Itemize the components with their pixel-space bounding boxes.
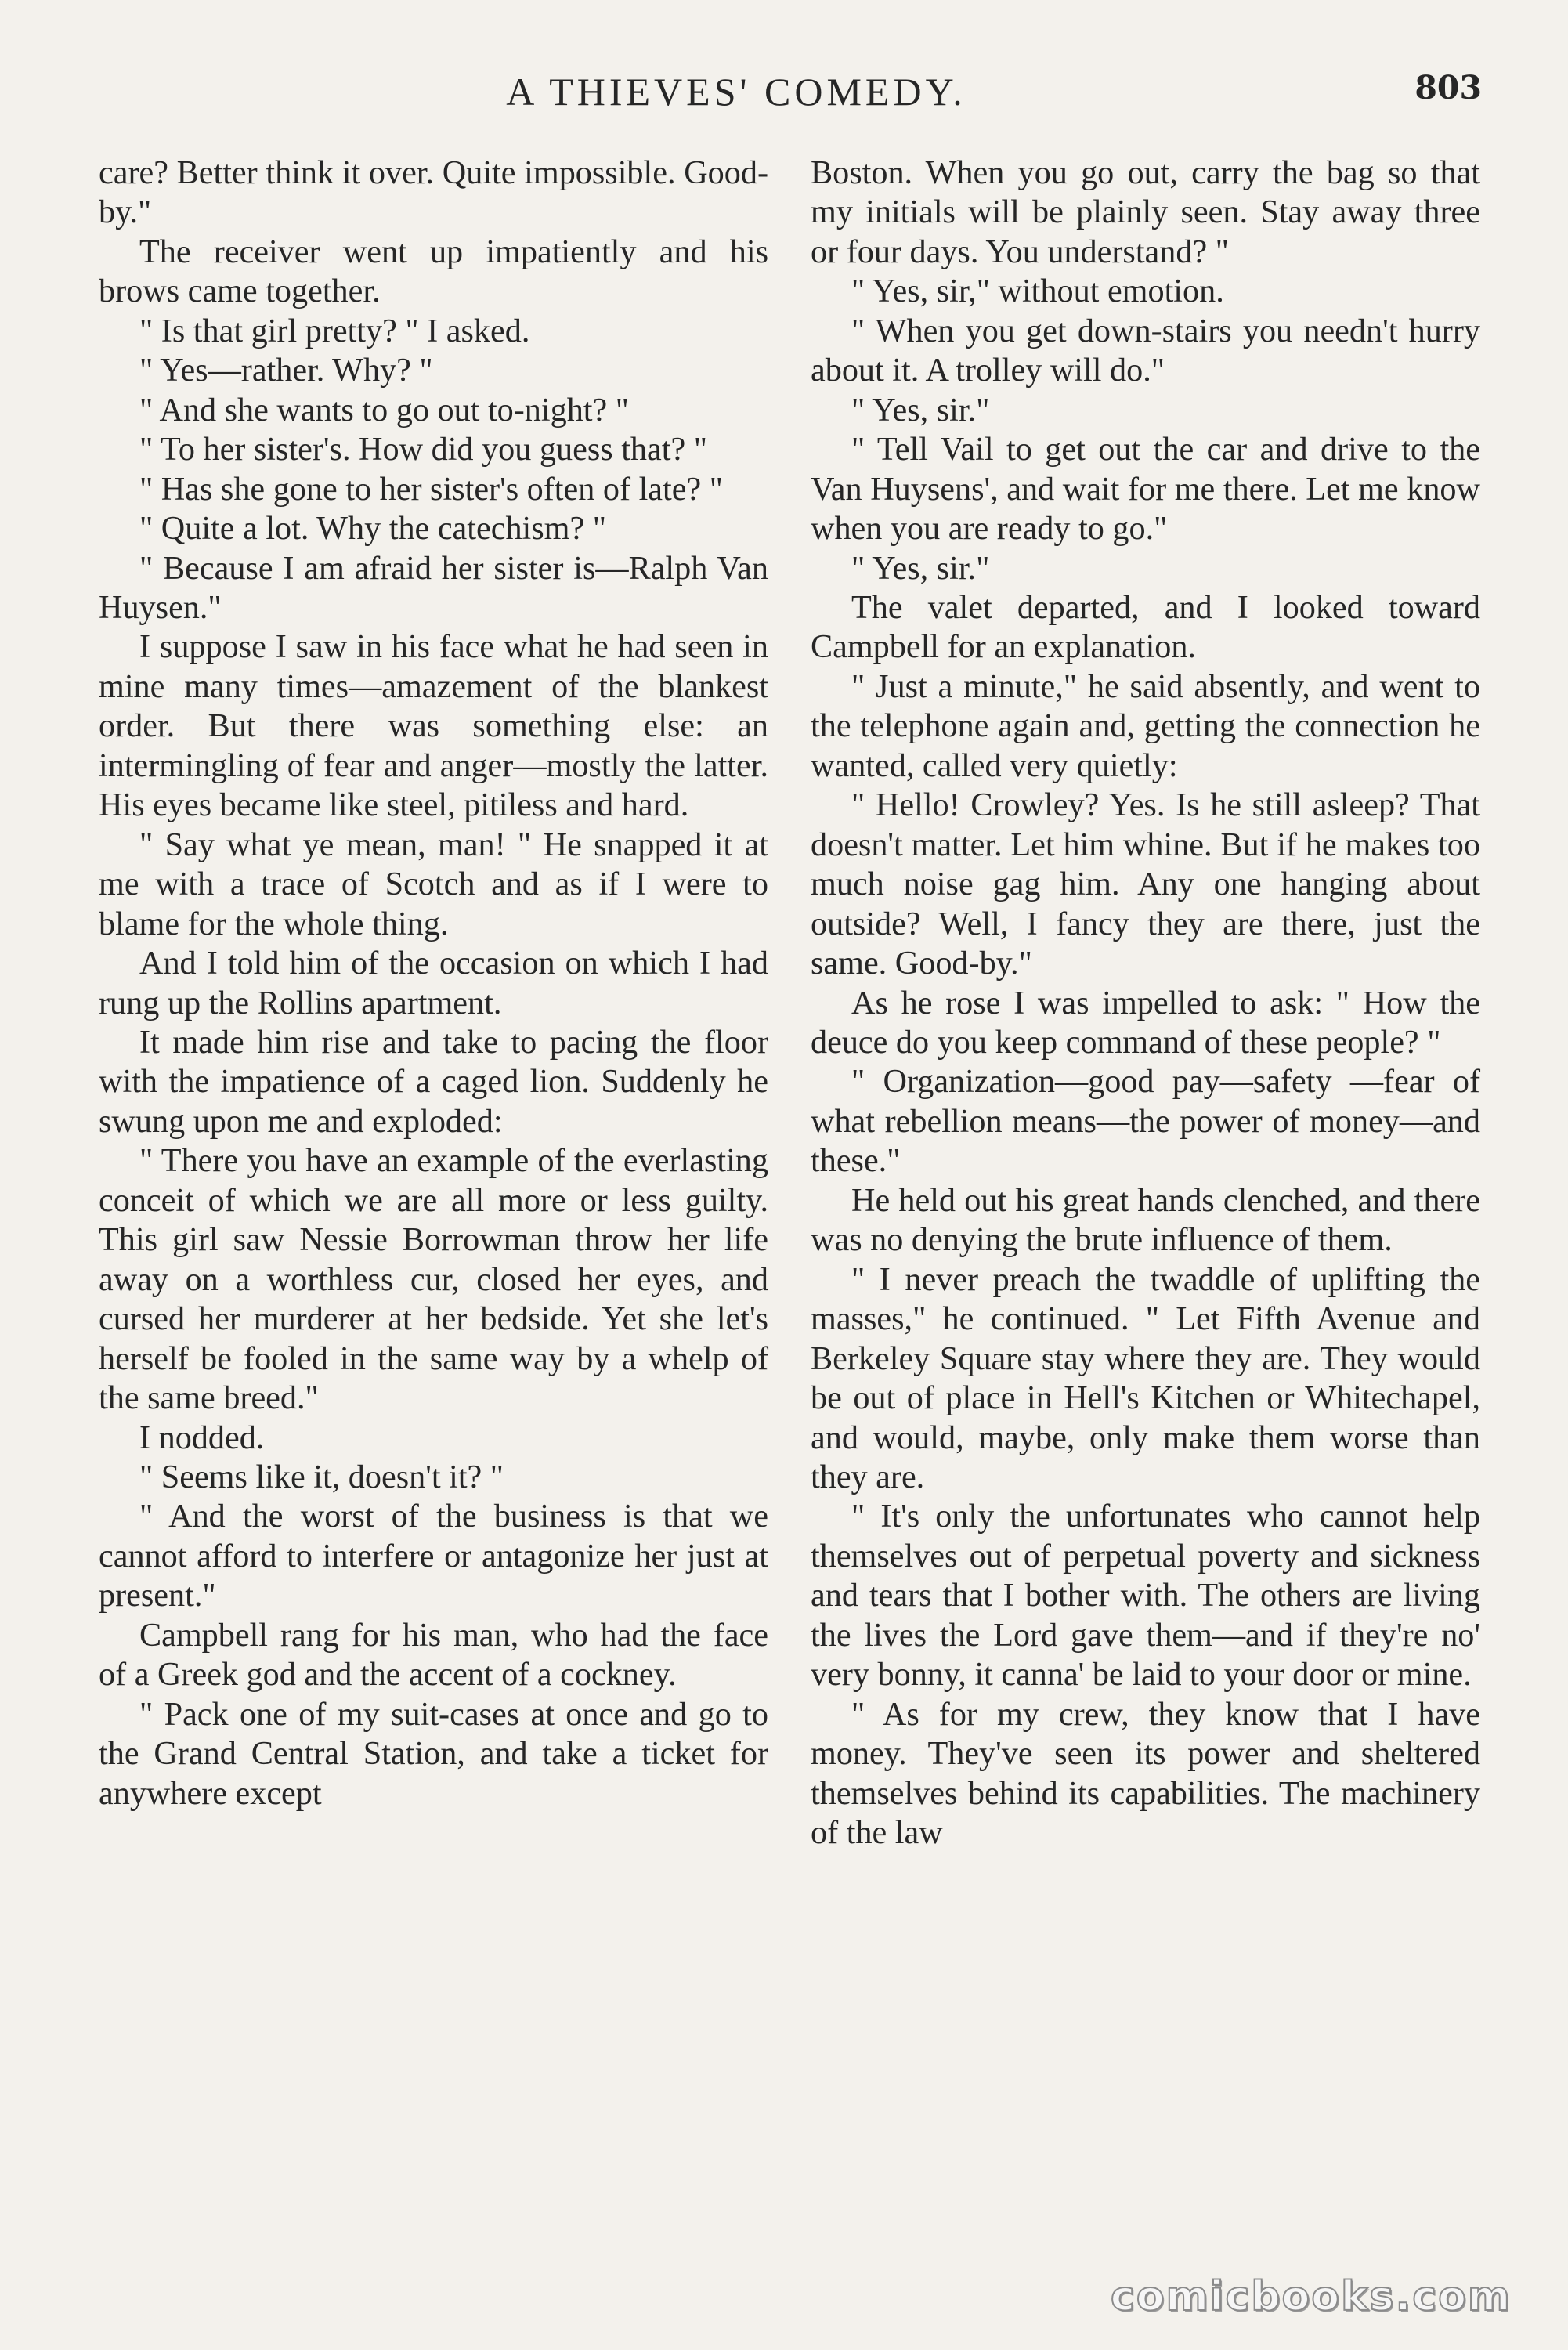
- paragraph: " And the worst of the business is that we cannot afford to interfere or antagonize her just at present.": [99, 1498, 768, 1614]
- paragraph: " Yes—rather. Why? ": [139, 352, 433, 389]
- paragraph: Boston. When you go out, carry the bag so that my initials will be plainly seen. Stay away three or four days. You understand? ": [811, 154, 1480, 270]
- paragraph: I suppose I saw in his face what he had seen in mine many times—amazement of the blankest order. But there was something else: an intermingling of fear and anger—mostly the latter. His eyes became like steel, pitiless and hard.: [99, 628, 768, 824]
- paragraph: " Just a minute," he said absently, and went to the telephone again and, getting the connection he wanted, called very quietly:: [811, 667, 1480, 784]
- paragraph: care? Better think it over. Quite impossible. Good-by.": [99, 154, 768, 231]
- paragraph: " I never preach the twaddle of uplifting the masses," he continued. " Let Fifth Avenue and Berkeley Square stay where they are. They would be out of place in Hell's Kitchen or Whitechapel, and would, maybe, only make them worse than they are.: [811, 1260, 1480, 1495]
- paragraph: " It's only the unfortunates who cannot help themselves out of perpetual poverty and sickness and tears that I bother with. The others are living the lives the Lord gave them—and if they're no' very bonny, it canna' be laid to your door or mine.: [811, 1498, 1480, 1694]
- right-column: [811, 154, 1480, 1853]
- page-number: 803: [1414, 69, 1482, 107]
- paragraph: " Pack one of my suit-cases at once and go to the Grand Central Station, and take a ticket for anywhere except: [99, 1695, 768, 1812]
- paragraph: " To her sister's. How did you guess that? ": [139, 431, 707, 468]
- paragraph: The valet departed, and I looked toward Campbell for an explanation.: [811, 588, 1480, 666]
- paragraph: " Is that girl pretty? " I asked.: [139, 312, 530, 349]
- paragraph: " Organization—good pay—safety —fear of what rebellion means—the power of money—and these.": [811, 1063, 1480, 1180]
- paragraph: It made him rise and take to pacing the floor with the impatience of a caged lion. Suddenly he swung upon me and exploded:: [99, 1023, 768, 1140]
- paragraph: As he rose I was impelled to ask: " How the deuce do you keep command of these people? ": [811, 984, 1480, 1061]
- paragraph: " Hello! Crowley? Yes. Is he still asleep? That doesn't matter. Let him whine. But if he makes too much noise gag him. Any one hanging about outside? Well, I fancy they are there, just the same. Good-by.": [811, 786, 1480, 982]
- paragraph: " There you have an example of the everlasting conceit of which we are all more or less guilty. This girl saw Nessie Borrowman throw her life away on a worthless cur, closed her eyes, and cursed her murderer at her bedside. Yet she let's herself be fooled in the same way by a whelp of the same breed.": [99, 1142, 768, 1417]
- paragraph: And I told him of the occasion on which I had rung up the Rollins apartment.: [99, 945, 768, 1021]
- paragraph: " Has she gone to her sister's often of late? ": [139, 470, 723, 508]
- paragraph: " And she wants to go out to-night? ": [139, 391, 630, 428]
- paragraph: Campbell rang for his man, who had the face of a Greek god and the accent of a cockney.: [99, 1616, 768, 1694]
- paragraph: " When you get down-stairs you needn't hurry about it. A trolley will do.": [811, 312, 1480, 389]
- paragraph: " Quite a lot. Why the catechism? ": [139, 510, 606, 548]
- paragraph: He held out his great hands clenched, and there was no denying the brute influence of them.: [811, 1181, 1480, 1259]
- paragraph: " Say what ye mean, man! " He snapped it at me with a trace of Scotch and as if I were to blame for the whole thing.: [99, 826, 768, 942]
- paragraph: " Yes, sir.": [851, 549, 990, 587]
- paragraph: " Seems like it, doesn't it? ": [139, 1458, 504, 1495]
- left-column: [99, 154, 768, 1813]
- paragraph: " Yes, sir," without emotion.: [851, 273, 1224, 310]
- running-title: A THIEVES' COMEDY.: [506, 70, 966, 114]
- paragraph: " Because I am afraid her sister is—Ralph Van Huysen.": [99, 549, 768, 626]
- paragraph: The receiver went up impatiently and his brows came together.: [99, 233, 768, 310]
- paragraph: " Tell Vail to get out the car and drive to the Van Huysens', and wait for me there. Let me know when you are ready to go.": [811, 431, 1480, 548]
- paragraph: " Yes, sir.": [851, 391, 990, 428]
- paragraph: " As for my crew, they know that I have money. They've seen its power and sheltered themselves behind its capabilities. The machinery of the law: [811, 1695, 1480, 1852]
- watermark-logo: comicbooks.com: [1110, 2273, 1512, 2320]
- paragraph: I nodded.: [139, 1419, 265, 1456]
- running-header: [0, 69, 1568, 124]
